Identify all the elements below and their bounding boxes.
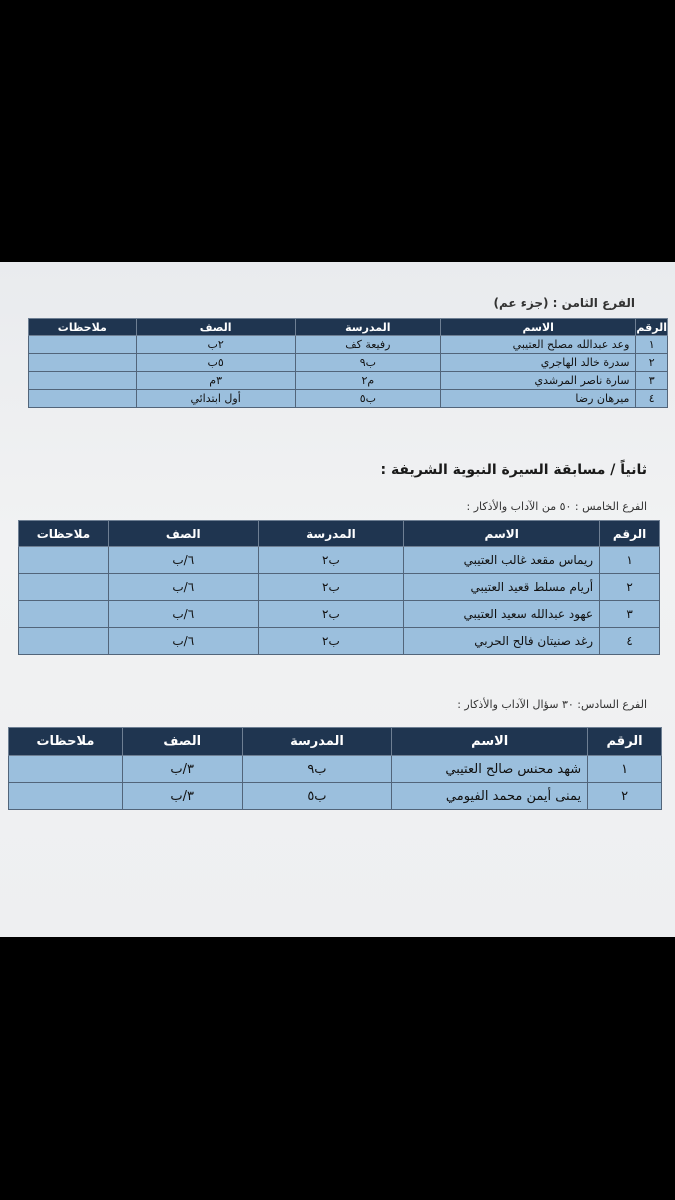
- row-number: ١: [588, 756, 662, 783]
- header-cell: الاسم: [440, 319, 635, 336]
- table-row: [19, 601, 660, 628]
- row-number: ٢: [600, 574, 660, 601]
- header-cell: المدرسة: [242, 728, 392, 756]
- grade-cell: ٦/ب: [108, 628, 258, 655]
- grade-cell: ٣/ب: [122, 783, 242, 810]
- school-cell: م٢: [295, 372, 440, 390]
- grade-cell: ٦/ب: [108, 574, 258, 601]
- notes-cell: [29, 372, 137, 390]
- table-header-row: [29, 319, 668, 336]
- row-number: ٣: [636, 372, 668, 390]
- header-cell: الاسم: [404, 521, 600, 547]
- notes-cell: [19, 547, 109, 574]
- row-number: ٢: [588, 783, 662, 810]
- school-cell: ب٥: [242, 783, 392, 810]
- school-cell: ب٢: [258, 547, 404, 574]
- table-header-row: [19, 521, 660, 547]
- row-number: ٤: [600, 628, 660, 655]
- table-row: [9, 783, 662, 810]
- header-cell: المدرسة: [258, 521, 404, 547]
- data-table: [28, 318, 668, 408]
- student-name: عهود عبدالله سعيد العتيبي: [404, 601, 600, 628]
- grade-cell: ٢ب: [136, 336, 295, 354]
- row-number: ٤: [636, 390, 668, 408]
- row-number: ٢: [636, 354, 668, 372]
- notes-cell: [19, 601, 109, 628]
- notes-cell: [9, 756, 123, 783]
- notes-cell: [29, 336, 137, 354]
- header-cell: ملاحظات: [19, 521, 109, 547]
- notes-cell: [29, 390, 137, 408]
- table-row: [19, 628, 660, 655]
- grade-cell: أول ابتدائي: [136, 390, 295, 408]
- header-cell: ملاحظات: [9, 728, 123, 756]
- section-title: ثانياً / مسابقة السيرة النبوية الشريفة :: [380, 462, 647, 478]
- student-name: ريماس مقعد غالب العتيبي: [404, 547, 600, 574]
- student-name: أريام مسلط قعيد العتيبي: [404, 574, 600, 601]
- header-cell: الرقم: [636, 320, 667, 334]
- data-table: [8, 727, 662, 810]
- student-name: سدرة خالد الهاجري: [440, 354, 635, 372]
- table-row: [29, 354, 668, 372]
- grade-cell: ٦/ب: [108, 601, 258, 628]
- grade-cell: ٥ب: [136, 354, 295, 372]
- section-heading: الفرع الثامن : (جزء عم): [493, 296, 635, 310]
- student-name: ميرهان رضا: [440, 390, 635, 408]
- row-number: ٣: [600, 601, 660, 628]
- student-name: وعد عبدالله مصلح العتيبي: [440, 336, 635, 354]
- student-name: شهد محنس صالح العتيبي: [392, 756, 588, 783]
- school-cell: ب٢: [258, 601, 404, 628]
- notes-cell: [29, 354, 137, 372]
- header-cell: الاسم: [392, 728, 588, 756]
- table-row: [19, 574, 660, 601]
- table-row: [19, 547, 660, 574]
- table-row: [29, 390, 668, 408]
- data-table: [18, 520, 660, 655]
- school-cell: رفيعة كف: [295, 336, 440, 354]
- table-row: [29, 372, 668, 390]
- header-cell: الرقم: [588, 728, 662, 756]
- school-cell: ب٩: [242, 756, 392, 783]
- student-name: رغد صنيتان فالح الحربي: [404, 628, 600, 655]
- student-name: يمنى أيمن محمد الفيومي: [392, 783, 588, 810]
- table-row: [29, 336, 668, 354]
- row-number: ١: [636, 336, 668, 354]
- header-cell: الصف: [122, 728, 242, 756]
- school-cell: ب٩: [295, 354, 440, 372]
- school-cell: ب٢: [258, 574, 404, 601]
- section-heading: الفرع السادس: ٣٠ سؤال الآداب والأذكار :: [457, 698, 647, 711]
- notes-cell: [19, 628, 109, 655]
- table-row: [9, 756, 662, 783]
- header-cell: الصف: [136, 319, 295, 336]
- student-name: سارة ناصر المرشدي: [440, 372, 635, 390]
- section-heading: الفرع الخامس : ٥٠ من الآداب والأذكار :: [466, 500, 647, 513]
- grade-cell: ٣م: [136, 372, 295, 390]
- table-header-row: [9, 728, 662, 756]
- school-cell: ب٥: [295, 390, 440, 408]
- school-cell: ب٢: [258, 628, 404, 655]
- grade-cell: ٦/ب: [108, 547, 258, 574]
- header-cell: المدرسة: [295, 319, 440, 336]
- notes-cell: [19, 574, 109, 601]
- header-cell: ملاحظات: [29, 319, 137, 336]
- header-cell: الصف: [108, 521, 258, 547]
- grade-cell: ٣/ب: [122, 756, 242, 783]
- header-cell: الرقم: [600, 521, 660, 547]
- row-number: ١: [600, 547, 660, 574]
- notes-cell: [9, 783, 123, 810]
